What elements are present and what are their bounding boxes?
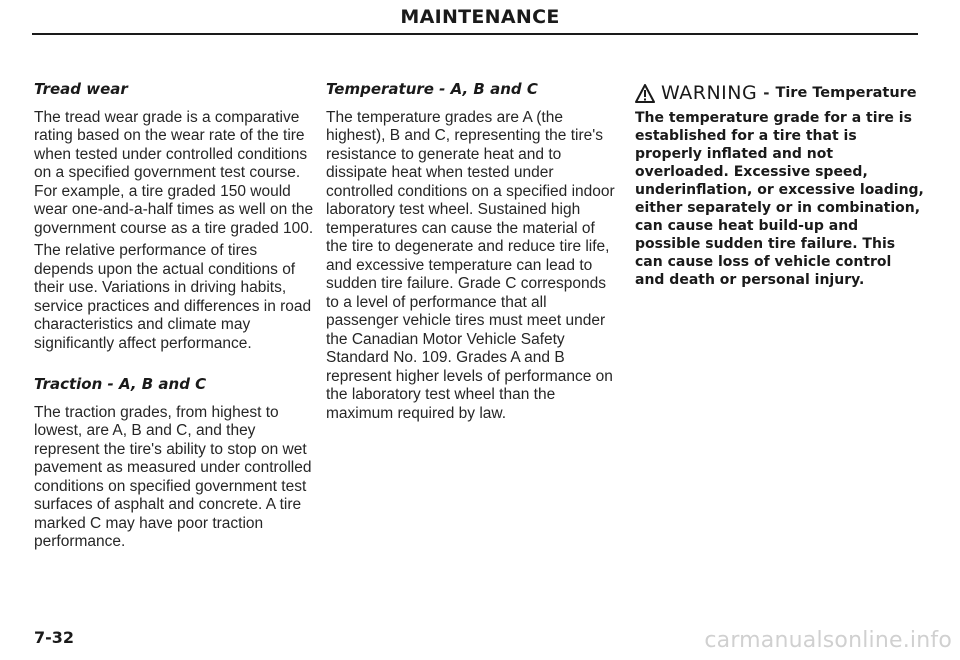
column-middle — [326, 80, 618, 427]
section-spacer — [34, 357, 316, 375]
header-rule — [32, 33, 918, 35]
warning-title — [635, 84, 925, 103]
page-number: 7-32 — [34, 628, 75, 647]
tread-wear-paragraph-2: The relative performance of tires depends upon the actual conditions of their use. Variations in driving habits, service practices and differences in road characteristics and climate may significantly affect performance. — [34, 242, 312, 352]
warning-word: WARNING — [661, 82, 758, 105]
temperature-heading: Temperature - A, B and C — [326, 80, 538, 98]
warning-body: The temperature grade for a tire is established for a tire that is properly inflated and not overloaded. Excessive speed, underinflation, or excessive loading, either separately or in combination, can cause heat build-up and possible sudden tire failure. This can cause loss of vehicle control and death or personal injury. — [635, 110, 924, 288]
traction-heading: Traction - A, B and C — [34, 375, 207, 393]
temperature-paragraph-1: The temperature grades are A (the highest), B and C, representing the tire's resistance to generate heat and to dissipate heat when tested under controlled conditions on a specified indoor laboratory test wheel. Sustained high temperatures can cause the material of the tire to degenerate and reduce tire life, and excessive temperature can lead to sudden tire failure. Grade C corresponds to a level of performance that all passenger vehicle tires must meet under the Canadian Motor Vehicle Safety Standard No. 109. Grades A and B represent higher levels of performance on the laboratory test wheel than the maximum required by law. — [326, 108, 615, 422]
tread-wear-paragraph-1: The tread wear grade is a comparative rating based on the wear rate of the tire when tested under controlled conditions on a specified government test course. For example, a tire graded 150 would wear one-and-a-half times as well on the government course as a tire graded 100. — [34, 108, 314, 237]
tread-wear-heading: Tread wear — [34, 80, 128, 98]
warning-separator: - — [763, 84, 770, 103]
watermark-text: carmanualsonline.info — [704, 628, 952, 653]
column-right-warning — [635, 84, 925, 289]
traction-paragraph-1: The traction grades, from highest to lowest, are A, B and C, and they represent the tire's ability to stop on wet pavement as measured under controlled conditions on specified government test surfaces of asphalt and concrete. A tire marked C may have poor traction performance. — [34, 403, 312, 550]
warning-subtitle: Tire Temperature — [775, 85, 917, 102]
warning-triangle-icon — [635, 84, 655, 103]
page-title: MAINTENANCE — [400, 6, 560, 28]
column-left — [34, 80, 316, 556]
